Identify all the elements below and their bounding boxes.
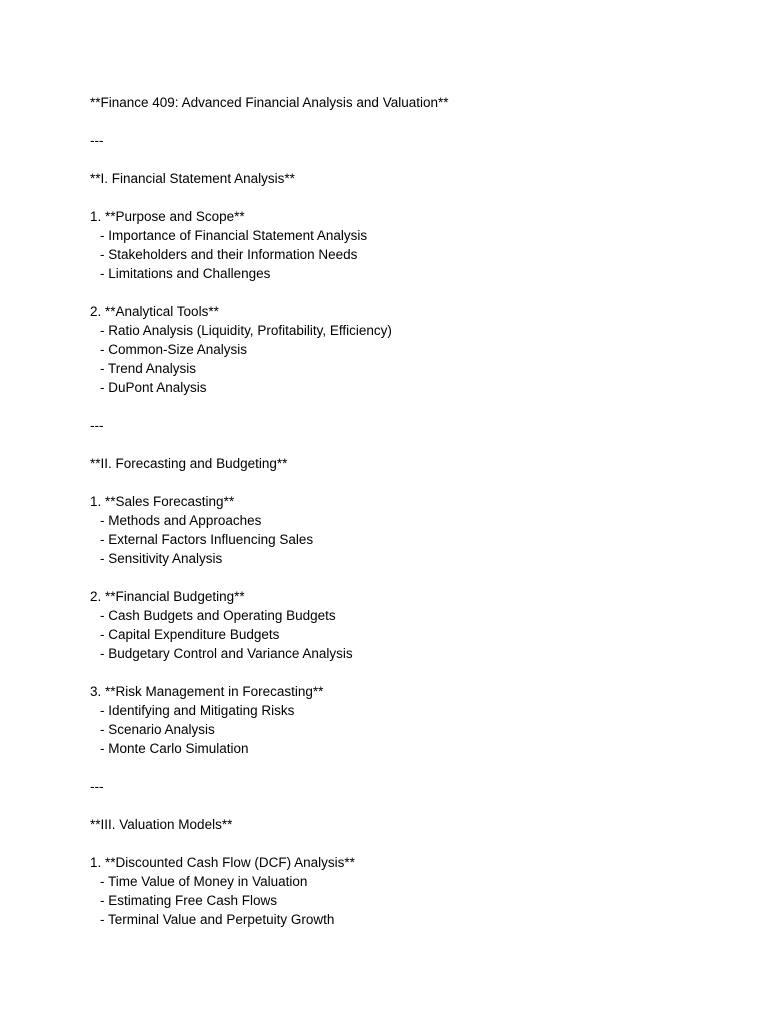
list-item: - Budgetary Control and Variance Analysis <box>100 646 353 661</box>
section-heading: **III. Valuation Models** <box>90 817 233 832</box>
blank-line <box>90 568 730 587</box>
blank-line <box>90 473 730 492</box>
list-item: - Terminal Value and Perpetuity Growth <box>100 912 335 927</box>
blank-line <box>90 663 730 682</box>
list-item: - Identifying and Mitigating Risks <box>100 703 295 718</box>
blank-line <box>90 150 730 169</box>
list-item: - Ratio Analysis (Liquidity, Profitability, Efficiency) <box>100 323 392 338</box>
list-item: - Monte Carlo Simulation <box>100 741 249 756</box>
list-item: - Methods and Approaches <box>100 513 262 528</box>
blank-line <box>90 796 730 815</box>
list-item: - Scenario Analysis <box>100 722 215 737</box>
subsection-heading: 2. **Analytical Tools** <box>90 304 219 319</box>
subsection-heading: 1. **Sales Forecasting** <box>90 494 235 509</box>
subsection-heading: 2. **Financial Budgeting** <box>90 589 245 604</box>
blank-line <box>90 112 730 131</box>
list-item: - Trend Analysis <box>100 361 197 376</box>
blank-line <box>90 834 730 853</box>
document-title: **Finance 409: Advanced Financial Analysis and Valuation** <box>90 95 449 110</box>
list-item: - Sensitivity Analysis <box>100 551 223 566</box>
subsection-heading: 1. **Purpose and Scope** <box>90 209 245 224</box>
list-item: - DuPont Analysis <box>100 380 207 395</box>
list-item: - Estimating Free Cash Flows <box>100 893 278 908</box>
blank-line <box>90 397 730 416</box>
subsection-heading: 3. **Risk Management in Forecasting** <box>90 684 324 699</box>
separator: --- <box>90 418 104 433</box>
subsection-heading: 1. **Discounted Cash Flow (DCF) Analysis** <box>90 855 355 870</box>
blank-line <box>90 758 730 777</box>
list-item: - Capital Expenditure Budgets <box>100 627 280 642</box>
section-heading: **II. Forecasting and Budgeting** <box>90 456 288 471</box>
section-heading: **I. Financial Statement Analysis** <box>90 171 295 186</box>
separator: --- <box>90 133 104 148</box>
list-item: - Stakeholders and their Information Needs <box>100 247 358 262</box>
list-item: - Limitations and Challenges <box>100 266 271 281</box>
blank-line <box>90 283 730 302</box>
list-item: - Common-Size Analysis <box>100 342 248 357</box>
list-item: - Importance of Financial Statement Analysis <box>100 228 368 243</box>
list-item: - Time Value of Money in Valuation <box>100 874 308 889</box>
list-item: - External Factors Influencing Sales <box>100 532 314 547</box>
blank-line <box>90 188 730 207</box>
document-page <box>90 93 730 929</box>
blank-line <box>90 435 730 454</box>
list-item: - Cash Budgets and Operating Budgets <box>100 608 336 623</box>
separator: --- <box>90 779 104 794</box>
